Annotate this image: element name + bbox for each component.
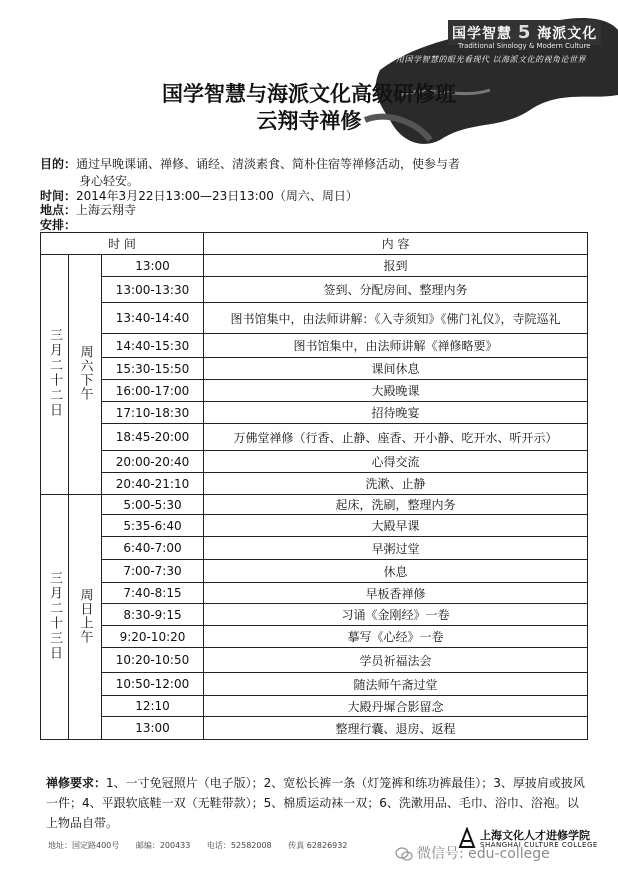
footer-address: 地址：国定路400号 [48,841,120,850]
day2-date-cell [41,495,69,740]
brand-name: 国学智慧 [452,26,512,42]
table-row [41,648,588,673]
place-value: 上海云翔寺 [76,203,137,217]
arrangement-line [40,218,76,232]
day2-body [41,495,588,740]
purpose-text-1: 通过早晚课诵、禅修、诵经、清淡素食、简朴住宿等禅修活动，使参与者 [76,157,461,171]
day2-period-cell [69,495,102,740]
content-cell: 整理行囊、退房、返程 [204,717,588,740]
time-cell: 20:00-20:40 [102,451,204,473]
content-cell: 心得交流 [204,451,588,473]
time-cell: 8:30-9:15 [102,604,204,626]
content-cell: 摹写《心经》一卷 [204,626,588,648]
table-row [41,626,588,648]
time-cell: 7:40-8:15 [102,583,204,604]
content-cell: 报到 [204,255,588,277]
requirements-label: 禅修要求： [46,776,107,790]
time-cell: 16:00-17:00 [102,380,204,402]
content-cell: 万佛堂禅修（行香、止静、座香、开小静、吃开水、听开示） [204,424,588,451]
content-cell: 学员祈福法会 [204,648,588,673]
time-cell: 20:40-21:10 [102,473,204,495]
requirements [46,773,586,833]
table-row [41,560,588,583]
day1-date-cell [41,255,69,495]
table-row [41,717,588,740]
brand-name-2: 海派文化 [537,26,598,42]
header-time: 时 间 [41,233,204,255]
table-row [41,380,588,402]
school-name-en: SHANGHAI CULTURE COLLEGE [480,841,598,849]
footer-fax: 传真 62826932 [288,841,348,850]
wechat-icon [395,847,413,861]
table-row [41,451,588,473]
schedule-table [40,232,588,740]
time-cell: 17:10-18:30 [102,402,204,424]
table-row [41,696,588,717]
content-cell: 早板香禅修 [204,583,588,604]
content-cell: 起床，洗刷，整理内务 [204,495,588,515]
content-cell: 休息 [204,560,588,583]
day1-period: 周六下午 [77,345,93,401]
header-content: 内 容 [204,233,588,255]
wechat-id: 微信号: edu-college [417,846,550,862]
content-cell: 图书馆集中，由法师讲解：《入寺须知》《佛门礼仪》，寺院巡礼 [204,303,588,334]
table-row [41,358,588,380]
content-cell: 招待晚宴 [204,402,588,424]
sub-title: 云翔寺禅修 [256,108,362,133]
purpose-line [40,157,460,171]
table-header-row [41,233,588,255]
content-cell: 大殿晚课 [204,380,588,402]
table-row [41,334,588,358]
content-cell: 签到、分配房间、整理内务 [204,277,588,303]
content-cell: 随法师午斋过堂 [204,673,588,696]
table-row [41,495,588,515]
time-cell: 5:00-5:30 [102,495,204,515]
purpose-text-2: 身心轻安。 [79,174,140,188]
content-cell: 大殿早课 [204,515,588,537]
time-value: 2014年3月22日13:00—23日13:00（周六、周日） [76,189,358,203]
main-title: 国学智慧与海派文化高级研修班 [162,81,456,106]
day1-date: 三月二十二日 [47,328,62,418]
time-cell: 9:20-10:20 [102,626,204,648]
day2-date: 三月二十三日 [47,570,62,661]
table-row [41,277,588,303]
time-line [40,189,358,203]
day2-period: 周日上午 [77,587,93,644]
content-cell: 大殿丹墀合影留念 [204,696,588,717]
brand-logo: 国学智慧 5 海派文化 Traditional Sinology & Modern Culture 用国学智慧的眼光看现代 以海派文化的视角论世界 [448,20,613,70]
content-cell: 洗漱、止静 [204,473,588,495]
time-cell: 13:00 [102,255,204,277]
time-cell: 13:00-13:30 [102,277,204,303]
requirements-text: 1、一寸免冠照片（电子版）；2、宽松长裤一条（灯笼裤和练功裤最佳）；3、厚披肩或披风一件；4、平跟软底鞋一双（无鞋带款）；5、棉质运动袜一双；6、洗漱用品、毛巾、浴巾、浴袍。以上物品自带。 [46,776,585,830]
school-name: 上海文化人才进修学院 [480,829,590,842]
time-cell: 6:40-7:00 [102,537,204,560]
day1-body [41,255,588,495]
time-cell: 5:35-6:40 [102,515,204,537]
time-cell: 10:20-10:50 [102,648,204,673]
table-row [41,303,588,334]
time-cell: 13:40-14:40 [102,303,204,334]
content-cell: 图书馆集中，由法师讲解《禅修略要》 [204,334,588,358]
time-cell: 15:30-15:50 [102,358,204,380]
arrangement-label: 安排： [40,218,77,232]
table-row [41,473,588,495]
time-cell: 14:40-15:30 [102,334,204,358]
time-cell: 18:45-20:00 [102,424,204,451]
place-label: 地点： [40,203,77,217]
table-row [41,402,588,424]
brand-subtitle: Traditional Sinology & Modern Culture [458,42,591,50]
table-row [41,604,588,626]
wechat-watermark [395,843,550,863]
time-label: 时间： [40,189,77,203]
place-line [40,203,136,217]
table-row [41,255,588,277]
time-cell: 7:00-7:30 [102,560,204,583]
table-row [41,424,588,451]
day1-period-cell [69,255,102,495]
time-cell: 10:50-12:00 [102,673,204,696]
table-row [41,537,588,560]
footer-phone: 电话：52582008 [206,841,272,850]
footer-contact [48,840,361,851]
table-row [41,583,588,604]
table-row [41,515,588,537]
content-cell: 早粥过堂 [204,537,588,560]
purpose-label: 目的： [40,157,77,171]
time-cell: 12:10 [102,696,204,717]
footer-postcode: 邮编：200433 [135,841,191,850]
table-row [41,673,588,696]
brand-slogan: 用国学智慧的眼光看现代 以海派文化的视角论世界 [396,55,587,64]
content-cell: 课间休息 [204,358,588,380]
time-cell: 13:00 [102,717,204,740]
content-cell: 习诵《金刚经》一卷 [204,604,588,626]
